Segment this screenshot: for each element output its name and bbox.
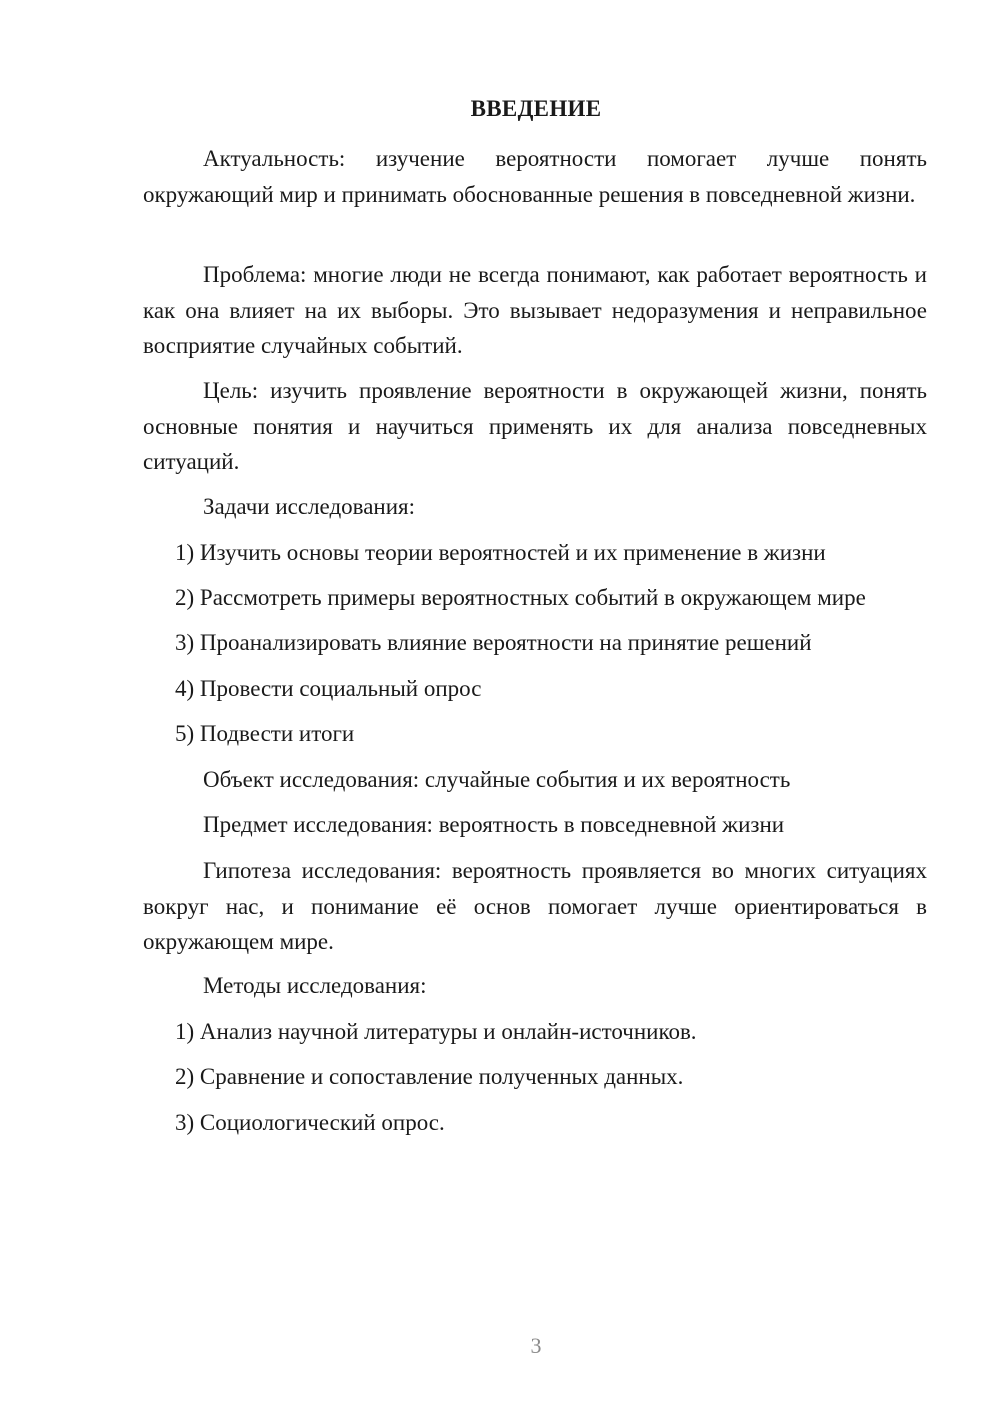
method-item: 1) Анализ научной литературы и онлайн-источников. bbox=[175, 1019, 697, 1044]
hypothesis-paragraph: Гипотеза исследования: вероятность проявляется во многих ситуациях вокруг нас, и понимание её основ помогает лучше ориентироваться в окружающем мире. bbox=[143, 858, 927, 954]
problem-paragraph: Проблема: многие люди не всегда понимают, как работает вероятность и как она влияет на их выборы. Это вызывает недоразумения и неправильное восприятие случайных событий. bbox=[143, 262, 927, 358]
task-item: 2) Рассмотреть примеры вероятностных событий в окружающем мире bbox=[175, 585, 866, 610]
subject-line: Предмет исследования: вероятность в повседневной жизни bbox=[203, 812, 785, 837]
tasks-heading: Задачи исследования: bbox=[203, 494, 416, 519]
task-item: 5) Подвести итоги bbox=[175, 721, 355, 746]
method-item: 3) Социологический опрос. bbox=[175, 1110, 445, 1135]
task-item: 1) Изучить основы теории вероятностей и их применение в жизни bbox=[175, 540, 826, 565]
section-title: ВВЕДЕНИЕ bbox=[470, 96, 602, 121]
relevance-paragraph: Актуальность: изучение вероятности помогает лучше понять окружающий мир и принимать обоснованные решения в повседневной жизни. bbox=[143, 146, 927, 207]
task-item: 3) Проанализировать влияние вероятности на принятие решений bbox=[175, 630, 812, 655]
method-item: 2) Сравнение и сопоставление полученных данных. bbox=[175, 1064, 684, 1089]
page-number: 3 bbox=[530, 1333, 542, 1358]
task-item: 4) Провести социальный опрос bbox=[175, 676, 482, 701]
goal-paragraph: Цель: изучить проявление вероятности в окружающей жизни, понять основные понятия и научиться применять их для анализа повседневных ситуаций. bbox=[143, 378, 927, 474]
object-line: Объект исследования: случайные события и их вероятность bbox=[203, 767, 791, 792]
methods-heading: Методы исследования: bbox=[203, 973, 427, 998]
